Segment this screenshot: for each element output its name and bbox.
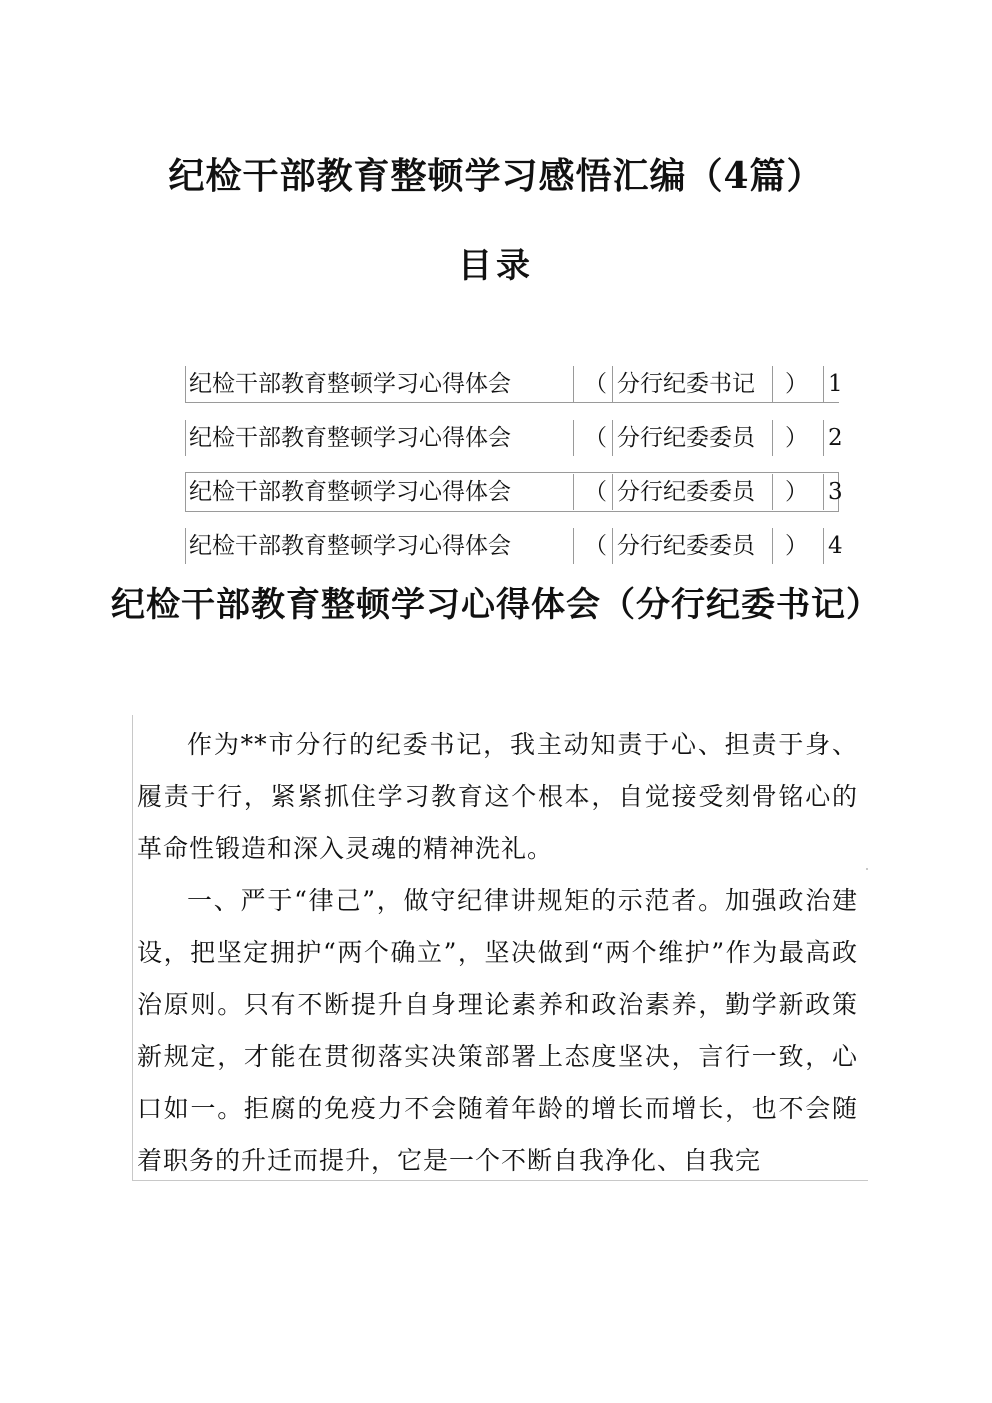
toc-entry-page-number: 2 <box>823 420 843 456</box>
toc-entry-open-paren: （ <box>573 474 607 510</box>
toc-entry[interactable] <box>185 364 843 418</box>
toc-entry-role: 分行纪委书记 <box>612 366 755 402</box>
toc-entry-page-number: 3 <box>823 474 843 510</box>
body-paragraph: 一、严于“律己”，做守纪律讲规矩的示范者。加强政治建设，把坚定拥护“两个确立”，坚决做到“两个维护”作为最高政治原则。只有不断提升自身理论素养和政治素养，勤学新政策新规定，才能在贯彻落实决策部署上态度坚决，言行一致，心口如一。拒腐的免疫力不会随着年龄的增长而增长，也不会随着职务的升迁而提升，它是一个不断自我净化、自我完 <box>137 886 858 1175</box>
toc-entry-role: 分行纪委委员 <box>612 528 755 564</box>
table-of-contents <box>185 364 843 580</box>
toc-entry-close-paren: ） <box>772 420 808 456</box>
toc-entry-close-paren: ） <box>772 366 808 402</box>
margin-mark <box>866 868 868 870</box>
toc-entry-title: 纪检干部教育整顿学习心得体会 <box>185 366 511 402</box>
toc-entry-page-number: 4 <box>823 528 843 564</box>
toc-entry[interactable] <box>185 418 843 472</box>
toc-entry[interactable] <box>185 526 843 580</box>
toc-entry-rule <box>185 402 839 403</box>
toc-entry-open-paren: （ <box>573 366 607 402</box>
toc-entry-open-paren: （ <box>573 420 607 456</box>
toc-entry-title: 纪检干部教育整顿学习心得体会 <box>185 474 511 510</box>
toc-entry-open-paren: （ <box>573 528 607 564</box>
toc-entry-close-paren: ） <box>772 528 808 564</box>
toc-entry-role: 分行纪委委员 <box>612 420 755 456</box>
body-text-area <box>132 715 868 1181</box>
section-title: 纪检干部教育整顿学习心得体会（分行纪委书记） <box>111 585 881 625</box>
toc-entry-page-number: 1 <box>823 366 843 402</box>
body-paragraph: 作为**市分行的纪委书记，我主动知责于心、担责于身、履责于行，紧紧抓住学习教育这个根本，自觉接受刻骨铭心的革命性锻造和深入灵魂的精神洗礼。 <box>137 730 858 863</box>
toc-entry[interactable] <box>185 472 843 526</box>
toc-heading: 目录 <box>458 246 534 286</box>
toc-entry-title: 纪检干部教育整顿学习心得体会 <box>185 420 511 456</box>
toc-entry-close-paren: ） <box>772 474 808 510</box>
toc-entry-title: 纪检干部教育整顿学习心得体会 <box>185 528 511 564</box>
document-title: 纪检干部教育整顿学习感悟汇编（4篇） <box>168 155 824 197</box>
toc-entry-role: 分行纪委委员 <box>612 474 755 510</box>
